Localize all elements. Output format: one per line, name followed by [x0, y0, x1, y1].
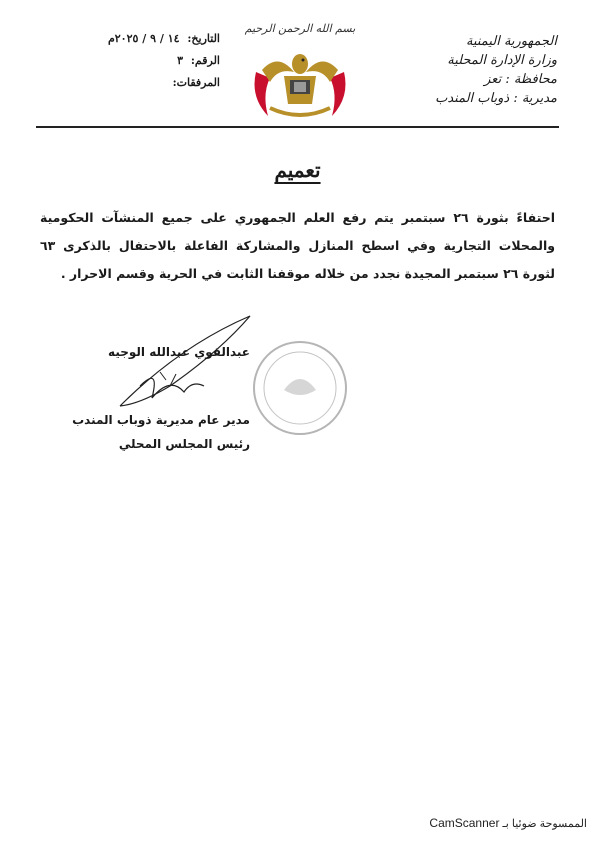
- document-body: احتفاءً بثورة ٢٦ سبتمبر يتم رفع العلم الجمهوري على جميع المنشآت الحكومية والمحلات التجارية وفي اسطح المنازل والمشاركة الفاعلة بالاحتفال بالذكرى ٦٣ لثورة ٢٦ سبتمبر المجيدة نجدد من خلاله موقفنا الثابت في الحرية وقسم الاحرار .: [40, 210, 555, 281]
- number-row: [70, 50, 220, 72]
- signer-name: عبدالقوي عبدالله الوجيه: [108, 345, 250, 359]
- yemen-eagle-emblem-icon: [248, 42, 352, 124]
- date-row: [70, 28, 220, 50]
- date-label: التاريخ:: [187, 32, 220, 45]
- signer-position-secondary: رئيس المجلس المحلي: [118, 437, 250, 451]
- official-stamp: [250, 338, 350, 438]
- header-divider: [36, 126, 559, 128]
- number-value: ٣: [177, 54, 184, 67]
- basmala: بسم الله الرحمن الرحيم: [244, 22, 356, 35]
- scanner-watermark: [429, 816, 587, 830]
- attachments-row: [70, 72, 220, 94]
- date-value: ١٤ / ٩ / ٢٠٢٥م: [107, 32, 180, 45]
- authority-line: محافظة : تعز: [484, 72, 557, 87]
- number-label: الرقم:: [190, 54, 220, 67]
- authority-line: وزارة الإدارة المحلية: [447, 53, 557, 68]
- signer-position: مدير عام مديرية ذوباب المندب: [72, 413, 250, 427]
- document-title: تعميم: [274, 158, 321, 182]
- scanner-brand: CamScanner: [429, 816, 500, 830]
- scanner-label: الممسوحة ضوئيا بـ: [502, 818, 587, 830]
- authority-line: مديرية : ذوباب المندب: [435, 91, 557, 106]
- attachments-label: المرفقات:: [172, 76, 220, 89]
- authority-line: الجمهورية اليمنية: [465, 34, 557, 49]
- document-meta: [70, 28, 220, 94]
- handwritten-signature: [100, 306, 260, 426]
- issuing-authority: [407, 32, 557, 108]
